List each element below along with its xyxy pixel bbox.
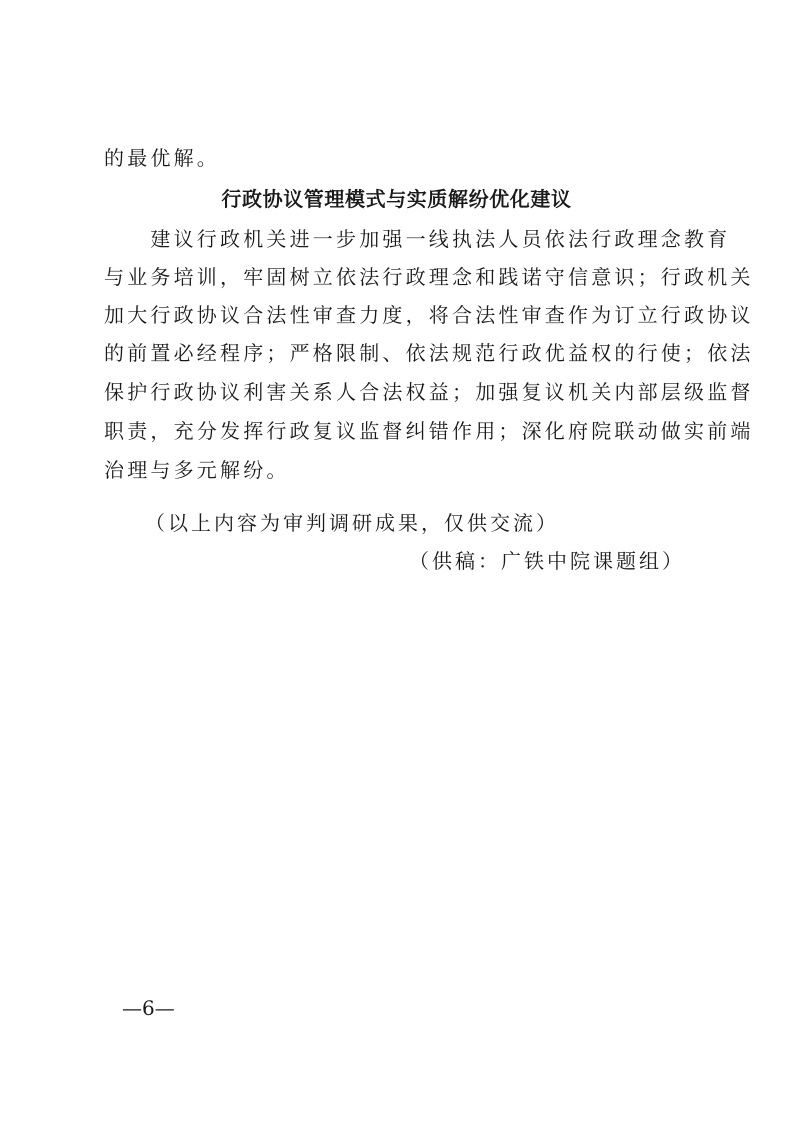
paragraph-line-5: 保护行政协议利害关系人合法权益；加强复议机关内部层级监督 [104, 380, 754, 404]
disclaimer-note: （以上内容为审判调研成果，仅供交流） [145, 511, 559, 535]
paragraph-line-1: 建议行政机关进一步加强一线执法人员依法行政理念教育 [104, 227, 731, 251]
page-number: —6— [122, 996, 175, 1020]
paragraph-line-4: 的前置必经程序；严格限制、依法规范行政优益权的行使；依法 [104, 341, 754, 365]
paragraph-line-7: 治理与多元解纷。 [104, 458, 290, 482]
paragraph-line-6: 职责，充分发挥行政复议监督纠错作用；深化府院联动做实前端 [104, 419, 754, 443]
paragraph-line-3: 加大行政协议合法性审查力度，将合法性审查作为订立行政协议 [104, 303, 754, 327]
source-credit: （供稿：广铁中院课题组） [409, 549, 685, 573]
continuation-line: 的最优解。 [104, 146, 220, 170]
paragraph-line-2: 与业务培训，牢固树立依法行政理念和践诺守信意识；行政机关 [104, 265, 754, 289]
section-heading: 行政协议管理模式与实质解纷优化建议 [221, 187, 572, 211]
